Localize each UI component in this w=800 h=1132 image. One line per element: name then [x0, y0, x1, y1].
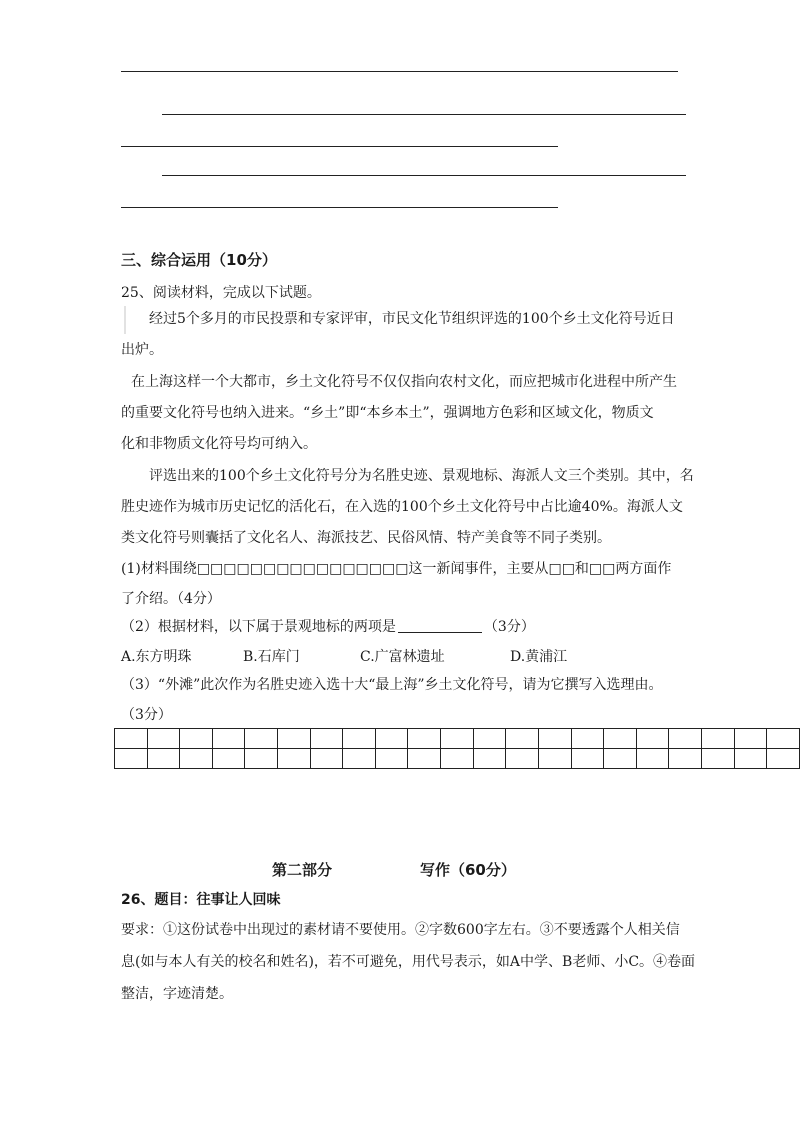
sub-question-2-text: （2）根据材料，以下属于景观地标的两项是 — [121, 619, 396, 635]
answer-line[interactable] — [162, 175, 686, 176]
option-a: A.东方明珠 — [121, 649, 192, 665]
material-text: 类文化符号则囊括了文化名人、海派技艺、民俗风情、特产美食等不同子类别。 — [121, 530, 611, 546]
grid-row — [115, 749, 800, 769]
sub-question-3: （3分） — [121, 707, 172, 723]
option-b: B.石库门 — [243, 649, 300, 665]
sub-question-1: 了介绍。（4分） — [121, 591, 221, 607]
material-text: 在上海这样一个大都市，乡土文化符号不仅仅指向农村文化，而应把城市化进程中所产生 — [131, 374, 677, 390]
part-heading: 第二部分 — [272, 861, 333, 879]
material-text: 经过5个多月的市民投票和专家评审，市民文化节组织评选的100个乡土文化符号近日 — [149, 311, 675, 327]
answer-blank[interactable] — [398, 618, 482, 633]
sub-question-3: （3）“外滩”此次作为名胜史迹入选十大“最上海”乡土文化符号，请为它撰写入选理由。 — [121, 677, 663, 693]
material-text: 评选出来的100个乡土文化符号分为名胜史迹、景观地标、海派人文三个类别。其中，名 — [149, 468, 694, 484]
sub-question-1: (1)材料围绕□□□□□□□□□□□□□□□□这一新闻事件，主要从□□和□□两方面作 — [121, 561, 672, 577]
requirements-text: 息(如与本人有关的校名和姓名)，若不可避免，用代号表示，如A中学、B老师、小C。④卷面 — [121, 954, 696, 970]
option-c: C.广富林遗址 — [360, 649, 445, 665]
sub-question-2 — [121, 618, 535, 636]
material-text: 胜史迹作为城市历史记忆的活化石，在入选的100个乡土文化符号中占比逾40%。海派人文 — [121, 499, 683, 515]
essay-title: 26、题目：往事让人回味 — [121, 892, 281, 908]
sub-question-2-points: （3分） — [483, 619, 535, 635]
answer-line[interactable] — [121, 71, 678, 72]
section-heading: 三、综合运用（10分） — [121, 251, 277, 269]
question-prompt: 25、阅读材料，完成以下试题。 — [121, 285, 321, 301]
part-heading-writing: 写作（60分） — [420, 861, 516, 879]
answer-grid[interactable] — [114, 728, 800, 769]
material-text: 化和非物质文化符号均可纳入。 — [121, 436, 317, 452]
answer-line[interactable] — [162, 114, 686, 115]
option-d: D.黄浦江 — [510, 649, 568, 665]
answer-line[interactable] — [121, 207, 558, 208]
requirements-text: 要求：①这份试卷中出现过的素材请不要使用。②字数600字左右。③不要透露个人相关信 — [121, 922, 680, 938]
requirements-text: 整洁，字迹清楚。 — [121, 986, 233, 1002]
answer-line[interactable] — [121, 146, 558, 147]
scan-mark — [124, 306, 126, 334]
grid-row — [115, 729, 800, 749]
material-text: 出炉。 — [121, 342, 163, 358]
material-text: 的重要文化符号也纳入进来。“乡土”即“本乡本土”，强调地方色彩和区域文化，物质文 — [121, 405, 654, 421]
